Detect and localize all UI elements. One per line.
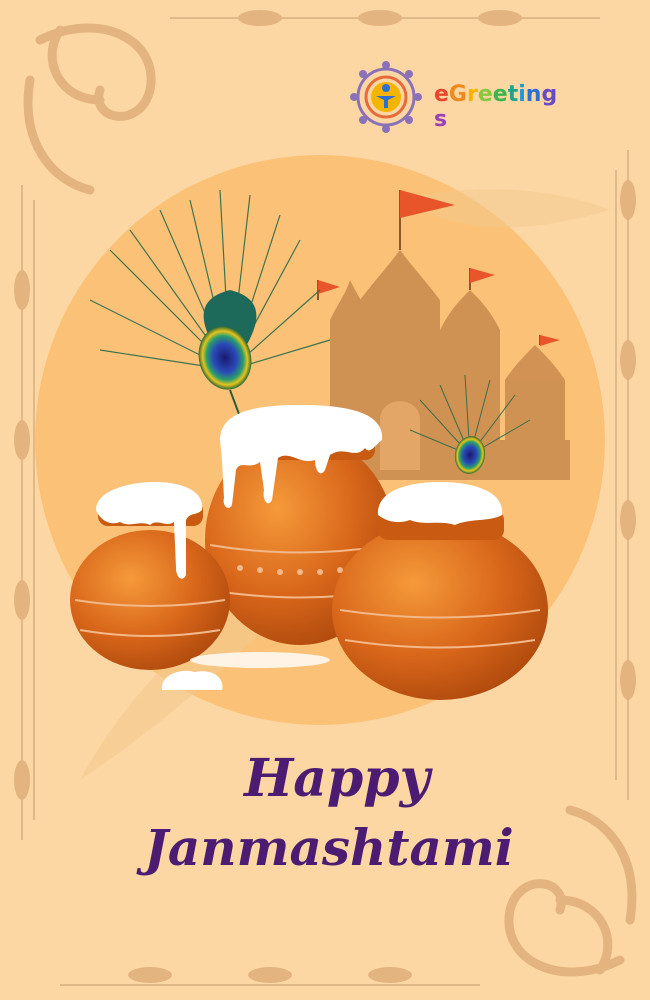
brand-letter: t [507, 82, 519, 107]
brand-name [434, 82, 566, 132]
brand-letter: e [434, 82, 449, 107]
greeting-line-2: Janmashtami [144, 818, 514, 877]
temple-arch [380, 401, 420, 470]
mandala-person-icon [346, 60, 426, 134]
greeting-line-1: Happy [244, 748, 430, 809]
brand-letter: e [492, 82, 508, 107]
brand-letter: n [525, 82, 542, 107]
brand-letter: g [541, 82, 558, 107]
brand-letter: e [477, 82, 493, 107]
brand-letter: s [434, 107, 448, 132]
brand-letter: G [448, 82, 467, 107]
brand-logo[interactable] [346, 60, 566, 134]
brand-letter: r [466, 82, 478, 107]
brand-letter: i [518, 82, 526, 107]
